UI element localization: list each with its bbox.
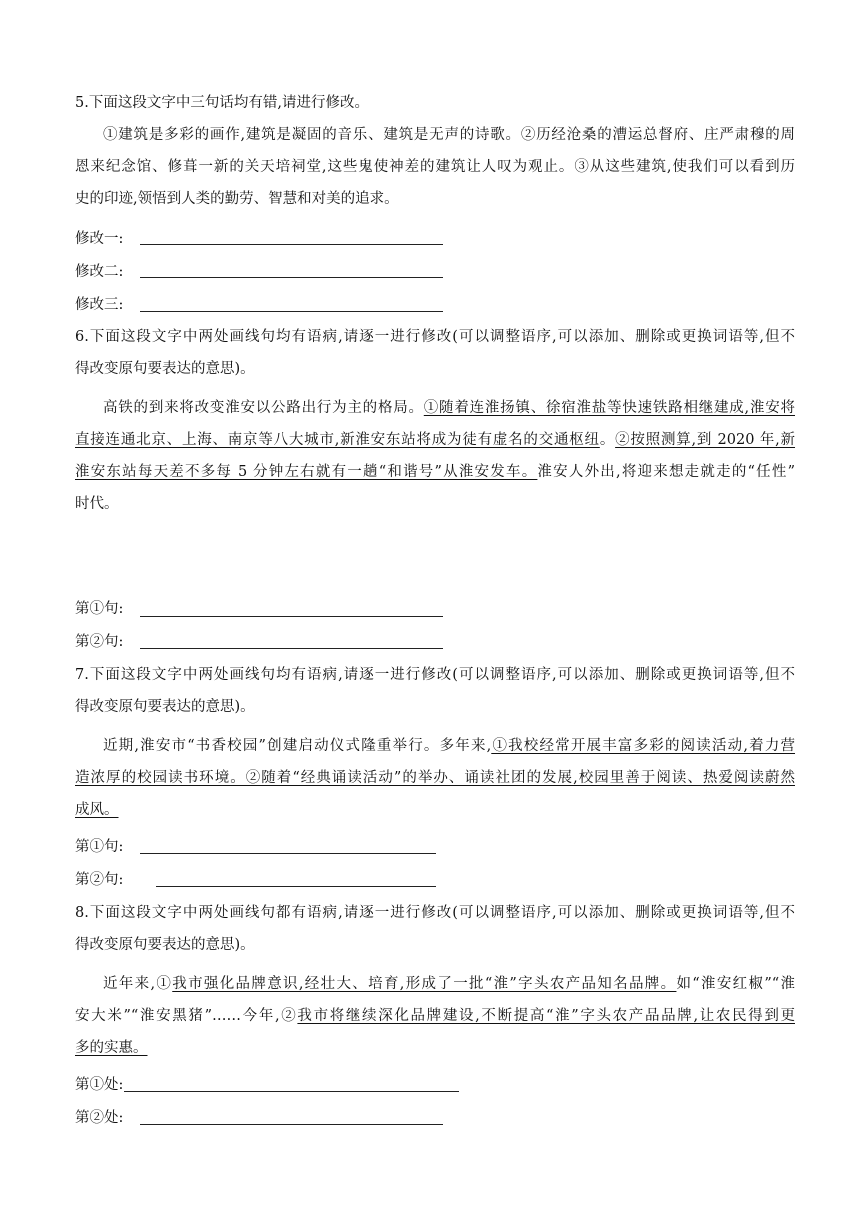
q8-answer-blank-2[interactable] [140, 1124, 443, 1125]
q8-title-line-1: 8.下面这段文字中两处画线句都有语病,请逐一进行修改(可以调整语序,可以添加、删除或更换词语等,但不 [75, 905, 795, 921]
q6-answer-blank-2[interactable] [140, 648, 443, 649]
q6-underlined-sentence-2-cont: 淮安东站每天差不多每 5 分钟左右就有一趟“和谐号”从淮安发车。 [75, 464, 538, 480]
q6-para-line-4: 时代。 [75, 496, 119, 512]
q6-para-line-3 [75, 461, 795, 483]
q5-answer-blank-1[interactable] [140, 244, 443, 245]
q7-underlined-sentence-2-cont: 成风。 [75, 802, 119, 818]
q6-para-line-1 [103, 397, 795, 419]
q6-para-text: 。 [599, 432, 616, 448]
q5-title: 5.下面这段文字中三句话均有错,请进行修改。 [75, 95, 369, 111]
q8-para-line-1 [103, 973, 795, 995]
q6-answer-blank-1[interactable] [140, 616, 443, 617]
q6-answer-label-2: 第②句: [75, 634, 124, 650]
q7-para-line-1 [103, 735, 795, 757]
q8-para-text: 近年来,① [103, 976, 173, 992]
q5-answer-blank-3[interactable] [140, 311, 443, 312]
q6-title-line-2: 得改变原句要表达的意思)。 [75, 361, 255, 377]
q8-answer-blank-1[interactable] [124, 1091, 459, 1092]
q8-para-line-3 [75, 1037, 795, 1059]
q5-answer-label-2: 修改二: [75, 264, 124, 280]
q8-para-text: 安大米”“淮安黑猪”……今年,② [75, 1008, 298, 1024]
q7-answer-label-1: 第①句: [75, 839, 124, 855]
q5-para-line-3: 史的印迹,领悟到人类的勤劳、智慧和对美的追求。 [75, 191, 399, 207]
q8-underlined-sentence-2-cont: 多的实惠。 [75, 1040, 148, 1056]
q7-underlined-sentences: 造浓厚的校园读书环境。②随着“经典诵读活动”的举办、诵读社团的发展,校园里善于阅读、热爱阅读蔚然 [75, 770, 795, 786]
q7-title-line-2: 得改变原句要表达的意思)。 [75, 699, 255, 715]
q5-answer-label-3: 修改三: [75, 297, 124, 313]
q8-para-text: 如“淮安红椒”“淮 [676, 976, 795, 992]
q6-underlined-sentence-2: ②按照测算,到 2020 年,新 [615, 432, 796, 448]
q8-underlined-sentence-2: 我市将继续深化品牌建设,不断提高“淮”字头农产品品牌,让农民得到更 [297, 1008, 795, 1024]
q7-para-text: 近期,淮安市“书香校园”创建启动仪式隆重举行。多年来, [103, 738, 492, 754]
q6-para-text: 淮安人外出,将迎来想走就走的“任性” [537, 464, 795, 480]
q8-underlined-sentence-1: 我市强化品牌意识,经壮大、培育,形成了一批“淮”字头农产品知名品牌。 [172, 976, 677, 992]
q5-answer-label-1: 修改一: [75, 231, 124, 247]
q6-answer-label-1: 第①句: [75, 601, 124, 617]
q5-para-line-1: ①建筑是多彩的画作,建筑是凝固的音乐、建筑是无声的诗歌。②历经沧桑的漕运总督府、庄严肃穆的周 [103, 127, 795, 143]
q7-answer-label-2: 第②句: [75, 872, 124, 888]
q8-title-line-2: 得改变原句要表达的意思)。 [75, 937, 255, 953]
q6-underlined-sentence-1: ①随着连淮扬镇、徐宿淮盐等快速铁路相继建成,淮安将 [423, 400, 795, 416]
q7-underlined-sentence-1: ①我校经常开展丰富多彩的阅读活动,着力营 [491, 738, 796, 754]
q7-para-line-2 [75, 767, 795, 789]
q8-answer-label-1: 第①处: [75, 1077, 124, 1093]
q6-underlined-sentence-1-cont: 直接连通北京、上海、南京等八大城市,新淮安东站将成为徒有虚名的交通枢纽 [75, 432, 600, 448]
q6-para-line-2 [75, 429, 795, 451]
q8-answer-label-2: 第②处: [75, 1110, 124, 1126]
q8-para-line-2 [75, 1005, 795, 1027]
q6-para-text: 高铁的到来将改变淮安以公路出行为主的格局。 [103, 400, 424, 416]
q7-para-line-3 [75, 799, 795, 821]
q7-answer-blank-2[interactable] [156, 886, 436, 887]
q7-answer-blank-1[interactable] [140, 853, 436, 854]
q5-para-line-2: 恩来纪念馆、修葺一新的关天培祠堂,这些鬼使神差的建筑让人叹为观止。③从这些建筑,使我们可以看到历 [75, 159, 795, 175]
q6-title-line-1: 6.下面这段文字中两处画线句均有语病,请逐一进行修改(可以调整语序,可以添加、删除或更换词语等,但不 [75, 329, 795, 345]
q7-title-line-1: 7.下面这段文字中两处画线句均有语病,请逐一进行修改(可以调整语序,可以添加、删除或更换词语等,但不 [75, 667, 795, 683]
q5-answer-blank-2[interactable] [140, 277, 443, 278]
